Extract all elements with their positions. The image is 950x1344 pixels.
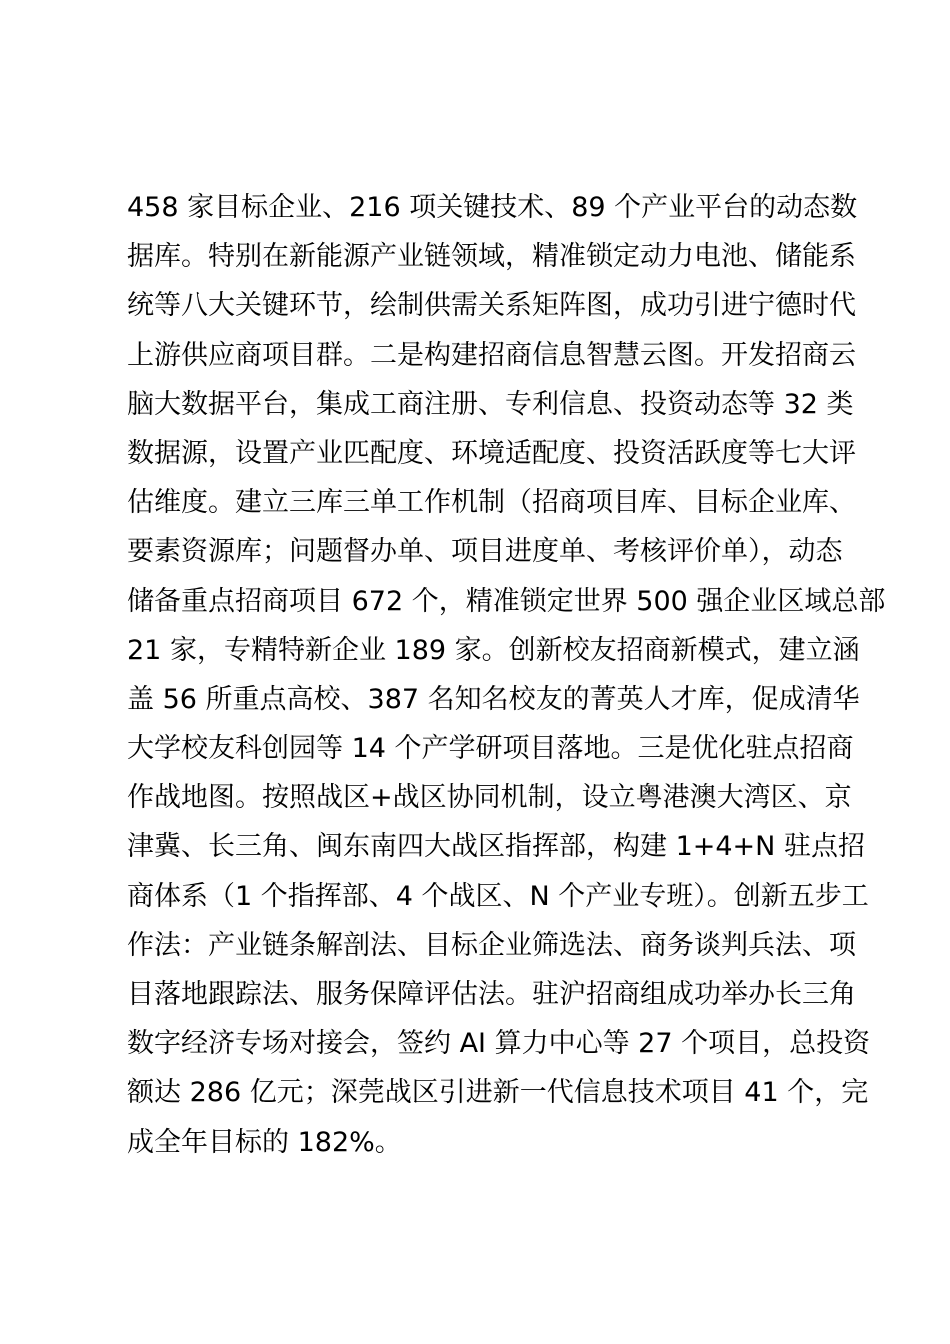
text-line: 数据源，设置产业匹配度、环境适配度、投资活跃度等七大评 [127,437,856,469]
text-line: 估维度。建立三库三单工作机制（招商项目库、目标企业库、 [127,487,856,519]
text-line: 津冀、长三角、闽东南四大战区指挥部，构建 1+4+N 驻点招 [127,831,865,863]
text-line: 统等八大关键环节，绘制供需关系矩阵图，成功引进宁德时代 [127,290,856,322]
text-line: 458 家目标企业、216 项关键技术、89 个产业平台的动态数 [127,192,858,223]
text-line: 大学校友科创园等 14 个产学研项目落地。三是优化驻点招商 [127,733,854,765]
body-paragraph [127,183,886,1167]
text-line: 额达 286 亿元；深莞战区引进新一代信息技术项目 41 个，完 [127,1077,869,1109]
text-line: 成全年目标的 182%。 [127,1126,402,1158]
text-line: 目落地跟踪法、服务保障评估法。驻沪招商组成功举办长三角 [127,979,856,1010]
text-line: 上游供应商项目群。二是构建招商信息智慧云图。开发招商云 [127,339,856,371]
text-line: 储备重点招商项目 672 个，精准锁定世界 500 强企业区域总部 [127,585,886,617]
text-line: 数字经济专场对接会，签约 AI 算力中心等 27 个项目，总投资 [127,1028,871,1060]
text-line: 作战地图。按照战区+战区协同机制，设立粤港澳大湾区、京 [127,782,852,814]
text-line: 商体系（1 个指挥部、4 个战区、N 个产业专班）。创新五步工 [127,880,869,912]
text-line: 脑大数据平台，集成工商注册、专利信息、投资动态等 32 类 [127,388,854,420]
text-line: 盖 56 所重点高校、387 名知名校友的菁英人才库，促成清华 [127,683,860,715]
text-line: 要素资源库；问题督办单、项目进度单、考核评价单），动态 [127,536,843,568]
text-line: 作法：产业链条解剖法、目标企业筛选法、商务谈判兵法、项 [127,929,856,961]
text-line: 21 家，专精特新企业 189 家。创新校友招商新模式，建立涵 [127,634,860,666]
text-line: 据库。特别在新能源产业链领域，精准锁定动力电池、储能系 [127,241,856,273]
